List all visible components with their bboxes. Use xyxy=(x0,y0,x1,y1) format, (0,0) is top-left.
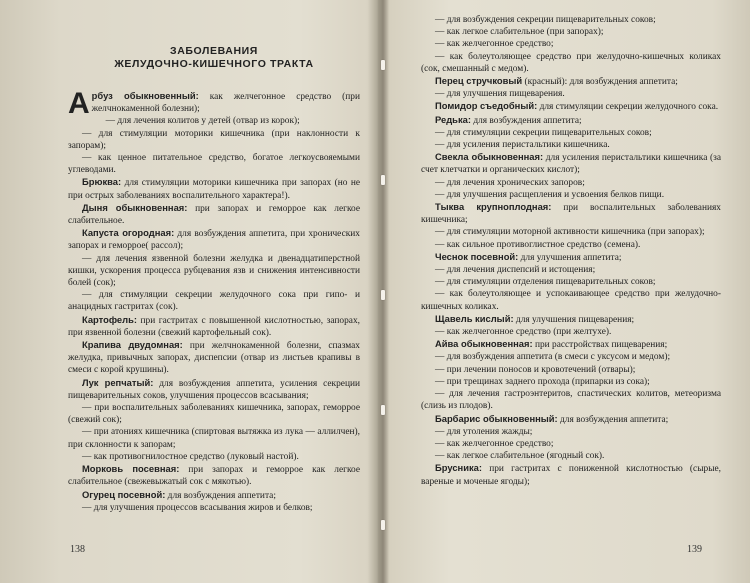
entry-paragraph xyxy=(68,426,360,450)
left-page-text xyxy=(68,45,360,514)
entry-paragraph xyxy=(421,114,721,127)
entry-text: — для лечения хронических запоров; xyxy=(435,177,585,188)
entry-paragraph xyxy=(68,463,360,488)
entry-paragraph xyxy=(421,201,721,226)
entry-text: при запорах и геморрое как легкое слабительное. xyxy=(68,203,360,227)
entry-text: при гастритах с повышенной кислотностью, запорах, при язвенной болезни (свежий картофельный сок). xyxy=(68,315,360,338)
entry-text: — как желчегонное средство (при желтухе). xyxy=(435,327,612,338)
entry-paragraph xyxy=(421,189,721,201)
entry-text: — для улучшения пищеварения. xyxy=(435,89,565,100)
entry-text: при расстройствах пищеварения; xyxy=(532,340,668,351)
entry-paragraph xyxy=(421,426,721,438)
entry-text: — как болеутоляющее и успокаивающее средство при желудочно-кишечных коликах. xyxy=(421,289,721,312)
entry-text: — для стимуляции отделения пищеварительных соков; xyxy=(435,277,656,288)
entry-paragraph xyxy=(421,264,721,276)
entry-text: — как ценное питательное средство, богатое легкоусвояемыми углеводами. xyxy=(68,153,360,176)
entry-text: для стимуляции моторики кишечника при запорах (но не при острых заболеваниях воспалительного характера!). xyxy=(68,178,360,201)
entry-text: для возбуждения аппетита, усиления секреции пищеварительных соков, улучшения процессов всасывания; xyxy=(68,378,360,401)
plant-name: Перец стручковый xyxy=(435,75,523,87)
entry-paragraph xyxy=(68,202,360,227)
entry-paragraph xyxy=(421,100,721,113)
entry-text: — как болеутоляющее средство при желудочно-кишечных коликах (сок, смешанный с медом). xyxy=(421,51,721,74)
plant-name: Тыква крупноплодная: xyxy=(435,201,552,213)
page-number: 138 xyxy=(70,544,85,555)
entry-text: — для лечения колитов у детей (отвар из корок); xyxy=(105,116,300,127)
entry-paragraph xyxy=(421,326,721,338)
entry-paragraph xyxy=(421,376,721,388)
entry-text: — для утоления жажды; xyxy=(435,426,533,437)
plant-name: Крапива двудомная: xyxy=(82,339,183,351)
entry-text: — для улучшения расщепления и усвоения белков пищи. xyxy=(435,189,665,200)
entry-paragraph xyxy=(68,451,360,463)
entry-paragraph xyxy=(421,177,721,189)
entry-text: — как легкое слабительное (ягодный сок). xyxy=(435,451,605,462)
entry-paragraph xyxy=(68,128,360,152)
plant-name: Брюква: xyxy=(82,176,122,188)
entry-text: — для стимуляции моторики кишечника (при наклонности к запорам); xyxy=(68,128,360,151)
plant-name: Брусника: xyxy=(435,462,482,474)
entry-text: — как сильное противоглистное средство (семена). xyxy=(435,239,641,250)
plant-name: Помидор съедобный: xyxy=(435,100,538,112)
entry-paragraph xyxy=(421,288,721,312)
entry-text: при гастритах с пониженной кислотностью (сырые, вареные и моченые ягоды); xyxy=(421,464,721,487)
entry-text: — для лечения язвенной болезни желудка и двенадцатиперстной кишки, ускорения процесса рубцевания язв и снижения интенсивности болей (сок); xyxy=(68,253,360,289)
entry-text: — при воспалительных заболеваниях кишечника, запорах, геморрое (свежий сок); xyxy=(68,403,360,426)
entry-paragraph xyxy=(421,388,721,412)
entry-text: для улучшения пищеварения; xyxy=(513,314,635,325)
entry-paragraph xyxy=(68,339,360,377)
entry-paragraph xyxy=(68,502,360,514)
entry-text: как желчегонное средство (при желчнокаменной болезни); xyxy=(91,92,360,115)
entry-paragraph xyxy=(421,313,721,326)
entry-paragraph xyxy=(68,489,360,502)
entry-text: — для возбуждения секреции пищеварительных соков; xyxy=(435,15,656,25)
heading-line-1: ЗАБОЛЕВАНИЯ xyxy=(170,45,258,57)
entry-paragraph xyxy=(68,402,360,426)
entry-text: при запорах и геморрое как легкое слабительное (свежевыжатый сок с мякотью). xyxy=(68,465,360,488)
plant-name: Морковь посевная: xyxy=(82,463,180,475)
entry-paragraph xyxy=(421,26,721,38)
entry-paragraph xyxy=(68,152,360,176)
entry-paragraph xyxy=(421,88,721,100)
entry-paragraph xyxy=(68,314,360,339)
entry-paragraph xyxy=(421,450,721,462)
entry-paragraph xyxy=(421,364,721,376)
left-entries xyxy=(68,87,360,514)
entry-text: — для возбуждения аппетита (в смеси с уксусом и медом); xyxy=(435,352,671,363)
drop-cap: А xyxy=(68,87,90,120)
entry-text: (красный): для возбуждения аппетита; xyxy=(522,77,678,88)
section-heading xyxy=(68,45,360,70)
right-page xyxy=(385,0,750,583)
entry-paragraph xyxy=(421,351,721,363)
entry-text: — для улучшения процессов всасывания жиров и белков; xyxy=(82,502,313,513)
entry-paragraph xyxy=(421,239,721,251)
entry-text: для улучшения аппетита; xyxy=(518,252,622,263)
entry-text: — для стимуляции секреции пищеварительных соков; xyxy=(435,127,652,138)
entry-text: при воспалительных заболеваниях кишечника; xyxy=(421,203,721,226)
plant-name: рбуз обыкновенный: xyxy=(91,90,199,101)
entry-text: — для стимуляции моторной активности кишечника (при запорах); xyxy=(435,227,705,238)
entry-paragraph xyxy=(421,438,721,450)
entry-text: — для стимуляции секреции желудочного сока при гипо- и анацидных гастритах (сок). xyxy=(68,290,360,313)
entry-text: — при трещинах заднего прохода (припарки из сока); xyxy=(435,376,650,387)
entry-paragraph xyxy=(421,51,721,75)
entry-paragraph xyxy=(68,253,360,290)
entry-text: для усиления перистальтики кишечника (за счет клетчатки и органических кислот); xyxy=(421,153,721,176)
entry-paragraph xyxy=(421,14,721,26)
entry-paragraph xyxy=(68,377,360,402)
entry-paragraph xyxy=(68,176,360,201)
entry-paragraph xyxy=(421,338,721,351)
entry-text: — как противогнилостное средство (луковый настой). xyxy=(82,451,299,462)
plant-name: Чеснок посевной: xyxy=(435,250,519,262)
right-page-text xyxy=(421,14,721,488)
entry-text: — как легкое слабительное (при запорах); xyxy=(435,27,604,38)
plant-name: Огурец посевной: xyxy=(82,488,166,500)
entry-text: — для усиления перистальтики кишечника. xyxy=(435,140,610,151)
entry-text: — при лечении поносов и кровотечений (отвары); xyxy=(435,364,636,375)
entry-text: — при атониях кишечника (спиртовая вытяжка из лука — аллилчен), при склонности к запорам; xyxy=(68,427,360,450)
entry-text: при желчнокаменной болезни, спазмах желудка, привычных запорах, диспепсии (отвар из листьев крапивы в смеси с корой крушины). xyxy=(68,341,360,376)
plant-name: Айва обыкновенная: xyxy=(435,338,533,350)
entry-text: — как желчегонное средство; xyxy=(435,39,554,50)
page-number: 139 xyxy=(687,544,702,555)
plant-name: Щавель кислый: xyxy=(435,312,514,324)
entry-text: — для лечения диспепсий и истощения; xyxy=(435,265,596,276)
right-entries xyxy=(421,14,721,488)
entry-paragraph xyxy=(421,75,721,88)
entry-text: — как желчегонное средство; xyxy=(435,438,554,449)
plant-name: Картофель: xyxy=(82,313,137,325)
entry-paragraph xyxy=(68,289,360,313)
entry-paragraph xyxy=(421,276,721,288)
entry-text: для стимуляции секреции желудочного сока. xyxy=(537,102,719,113)
entry-text: для возбуждения аппетита; xyxy=(470,115,582,126)
entry-paragraph xyxy=(421,462,721,487)
plant-name: Капуста огородная: xyxy=(82,227,175,239)
entry-text: для возбуждения аппетита, при хронических запорах и геморрое( рассол); xyxy=(68,229,360,252)
entry-paragraph xyxy=(68,87,360,120)
entry-paragraph xyxy=(68,227,360,252)
entry-text: для возбуждения аппетита; xyxy=(557,414,669,425)
entry-paragraph xyxy=(421,38,721,50)
plant-name: Дыня обыкновенная: xyxy=(82,201,188,213)
entry-paragraph xyxy=(421,151,721,176)
plant-name: Свекла обыкновенная: xyxy=(435,151,544,163)
entry-text: — для лечения гастроэнтеритов, спастических колитов, метеоризма (слизь из плодов). xyxy=(421,389,721,412)
plant-name: Барбарис обыкновенный: xyxy=(435,412,558,424)
plant-name: Редька: xyxy=(435,113,471,125)
heading-line-2: ЖЕЛУДОЧНО-КИШЕЧНОГО ТРАКТА xyxy=(114,57,314,70)
entry-paragraph xyxy=(421,413,721,426)
entry-paragraph xyxy=(421,127,721,139)
entry-paragraph xyxy=(421,139,721,151)
entry-paragraph xyxy=(421,251,721,264)
plant-name: Лук репчатый: xyxy=(82,376,154,388)
entry-paragraph xyxy=(68,115,360,127)
entry-paragraph xyxy=(421,226,721,238)
entry-text: для возбуждения аппетита; xyxy=(165,490,276,501)
